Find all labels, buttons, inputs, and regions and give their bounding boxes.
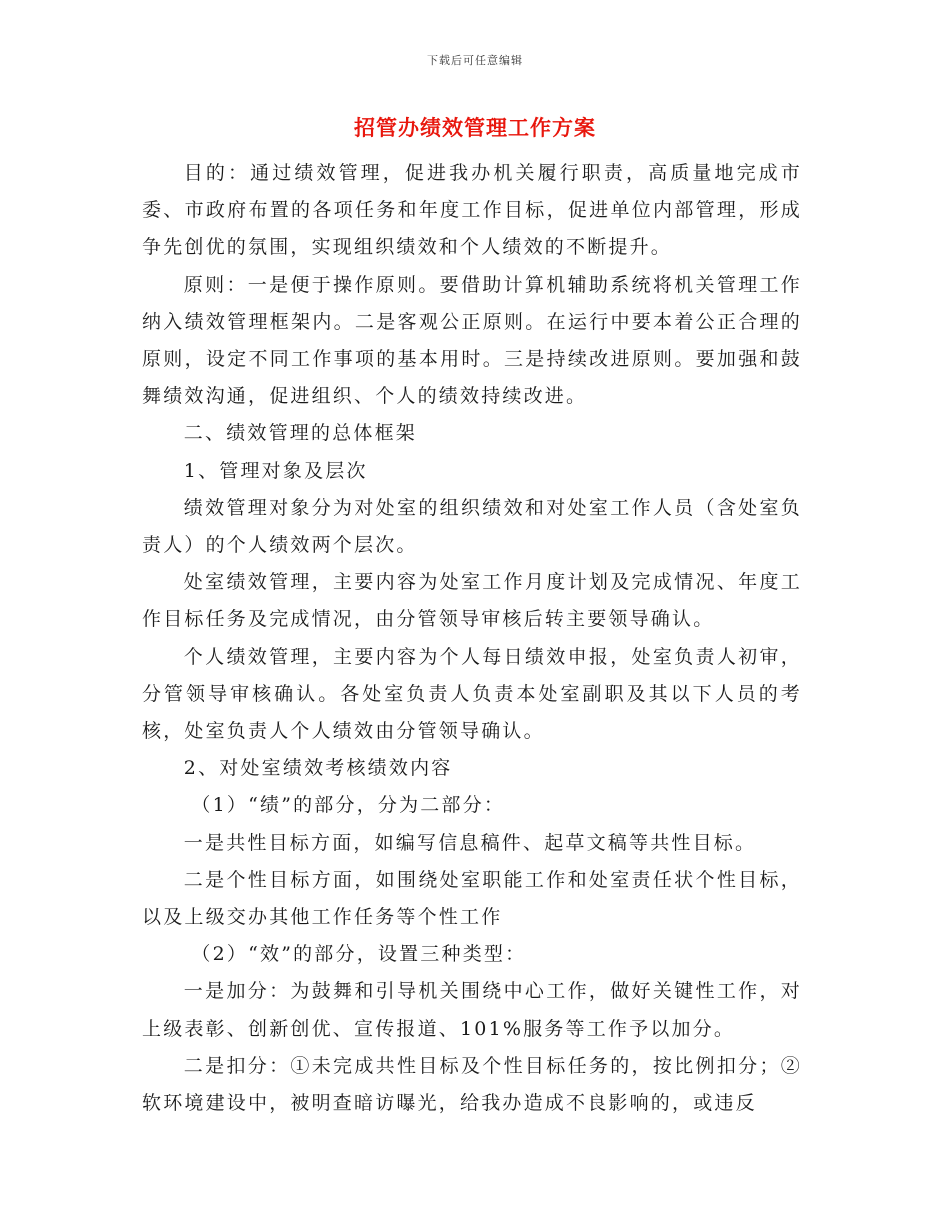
paragraph-personal-performance: 个人绩效管理，主要内容为个人每日绩效申报，处室负责人初审，分管领导审核确认。各处室负责人负责本处室副职及其以下人员的考核，处室负责人个人绩效由分管领导确认。 [142, 645, 802, 743]
paragraph-individual-goals: 二是个性目标方面，如围绕处室职能工作和处室责任状个性目标，以及上级交办其他工作任务等个性工作 [142, 868, 802, 929]
paragraph-deduction: 二是扣分：①未完成共性目标及个性目标任务的，按比例扣分；②软环境建设中，被明查暗访曝光，给我办造成不良影响的，或违反 [142, 1054, 802, 1115]
document-body [142, 155, 802, 1122]
page-header: 下载后可任意编辑 [427, 54, 523, 67]
subsection-heading-objects: 1、管理对象及层次 [183, 459, 368, 482]
paragraph-bonus: 一是加分：为鼓舞和引导机关围绕中心工作，做好关键性工作，对上级表彰、创新创优、宣传报道、101%服务等工作予以加分。 [142, 980, 802, 1040]
paragraph-principles: 原则：一是便于操作原则。要借助计算机辅助系统将机关管理工作纳入绩效管理框架内。二是客观公正原则。在运行中要本着公正合理的原则，设定不同工作事项的基本用时。三是持续改进原则。要加强和鼓舞绩效沟通，促进组织、个人的绩效持续改进。 [142, 273, 802, 408]
paragraph-office-performance: 处室绩效管理，主要内容为处室工作月度计划及完成情况、年度工作目标任务及完成情况，由分管领导审核后转主要领导确认。 [142, 571, 802, 631]
list-heading-xiao: （2）“效”的部分，设置三种类型： [191, 943, 527, 966]
list-heading-ji: （1）“绩”的部分，分为二部分： [191, 794, 506, 817]
document-title: 招管办绩效管理工作方案 [354, 115, 596, 140]
subsection-heading-content: 2、对处室绩效考核绩效内容 [183, 757, 453, 780]
paragraph-objects: 绩效管理对象分为对处室的组织绩效和对处室工作人员（含处室负责人）的个人绩效两个层次。 [142, 496, 802, 557]
paragraph-purpose: 目的：通过绩效管理，促进我办机关履行职责，高质量地完成市委、市政府布置的各项任务和年度工作目标，促进单位内部管理，形成争先创优的氛围，实现组织绩效和个人绩效的不断提升。 [142, 162, 802, 259]
section-heading-framework: 二、绩效管理的总体框架 [183, 422, 417, 445]
paragraph-common-goals: 一是共性目标方面，如编写信息稿件、起草文稿等共性目标。 [183, 831, 757, 854]
